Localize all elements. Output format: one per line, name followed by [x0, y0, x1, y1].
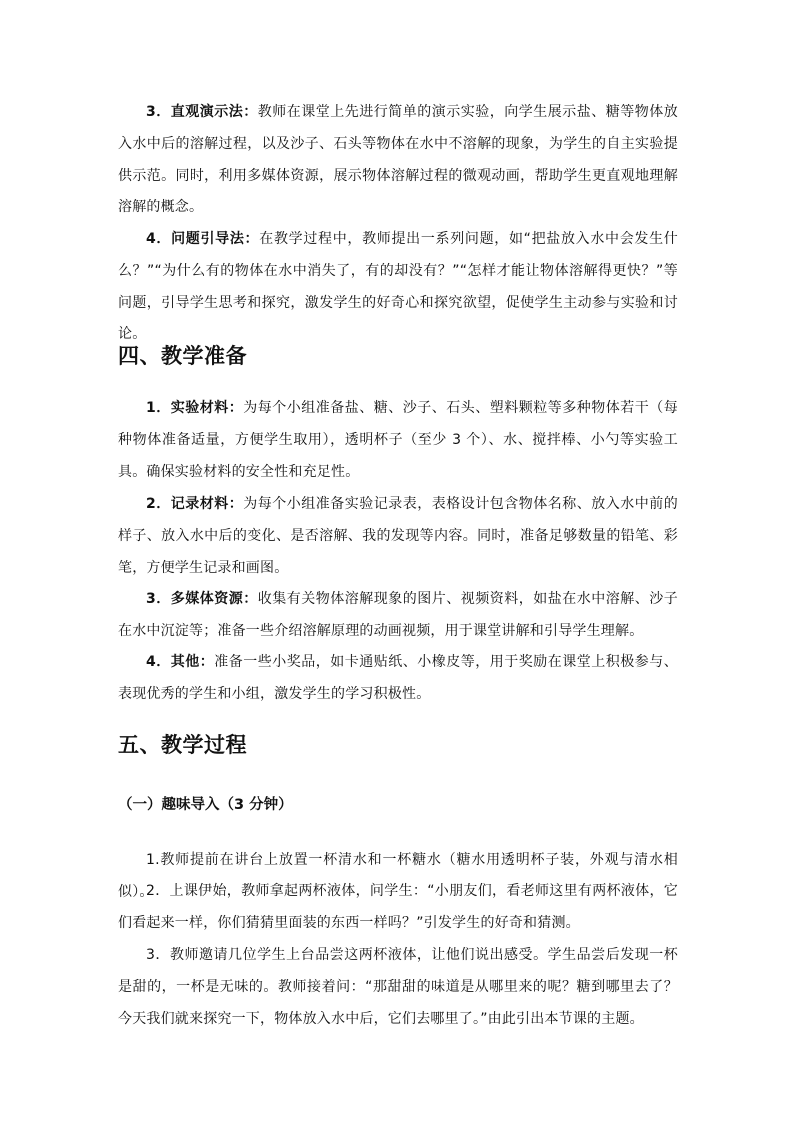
- process-text: 2．上课伊始，教师拿起两杯液体，问学生：“小朋友们，看老师这里有两杯液体，它们看起来一样，你们猜猜里面装的东西一样吗？”引发学生的好奇和猜测。: [118, 883, 678, 931]
- process-item-3: [118, 940, 678, 1035]
- process-item-2: [118, 876, 678, 940]
- preparation-item-materials: [118, 393, 678, 488]
- method-lead: 4．问题引导法：: [146, 231, 260, 247]
- method-lead: 3．直观演示法：: [146, 104, 258, 120]
- preparation-lead: 4．其他：: [146, 654, 215, 670]
- section-heading-preparation: 四、教学准备: [118, 344, 247, 368]
- preparation-item-records: [118, 489, 678, 584]
- preparation-lead: 3．多媒体资源：: [146, 591, 258, 607]
- method-paragraph-question: [118, 224, 678, 351]
- preparation-lead: 1．实验材料：: [146, 400, 244, 416]
- method-text: 在教学过程中，教师提出一系列问题，如“把盐放入水中会发生什么？”“为什么有的物体在水中消失了，有的却没有？”“怎样才能让物体溶解得更快？”等问题，引导学生思考和探究，激发学生的好奇心和探究欲望，促使学生主动参与实验和讨论。: [118, 231, 679, 343]
- preparation-text: 准备一些小奖品，如卡通贴纸、小橡皮等，用于奖励在课堂上积极参与、表现优秀的学生和小组，激发学生的学习积极性。: [118, 654, 678, 702]
- process-text: 3．教师邀请几位学生上台品尝这两杯液体，让他们说出感受。学生品尝后发现一杯是甜的，一杯是无味的。教师接着问：“那甜甜的味道是从哪里来的呢？糖到哪里去了？今天我们就来探究一下，物体放入水中后，它们去哪里了。”由此引出本节课的主题。: [118, 947, 678, 1027]
- preparation-lead: 2．记录材料：: [146, 496, 244, 512]
- subsection-heading-intro: （一）趣味导入（3 分钟）: [118, 797, 293, 813]
- preparation-item-other: [118, 647, 678, 711]
- preparation-text: 为每个小组准备实验记录表，表格设计包含物体名称、放入水中前的样子、放入水中后的变化、是否溶解、我的发现等内容。同时，准备足够数量的铅笔、彩笔，方便学生记录和画图。: [118, 496, 678, 576]
- preparation-text: 为每个小组准备盐、糖、沙子、石头、塑料颗粒等多种物体若干（每种物体准备适量，方便学生取用），透明杯子（至少 3 个）、水、搅拌棒、小勺等实验工具。确保实验材料的安全性和充足性。: [118, 400, 678, 480]
- process-text: 1.教师提前在讲台上放置一杯清水和一杯糖水（糖水用透明杯子装，外观与清水相似）。: [118, 852, 678, 900]
- preparation-text: 收集有关物体溶解现象的图片、视频资料，如盐在水中溶解、沙子在水中沉淀等；准备一些介绍溶解原理的动画视频，用于课堂讲解和引导学生理解。: [118, 591, 678, 639]
- section-heading-process: 五、教学过程: [118, 733, 247, 757]
- method-text: 教师在课堂上先进行简单的演示实验，向学生展示盐、糖等物体放入水中后的溶解过程，以及沙子、石头等物体在水中不溶解的现象，为学生的自主实验提供示范。同时，利用多媒体资源，展示物体溶解过程的微观动画，帮助学生更直观地理解溶解的概念。: [118, 104, 678, 216]
- method-paragraph-demonstration: [118, 97, 678, 224]
- preparation-item-multimedia: [118, 584, 678, 648]
